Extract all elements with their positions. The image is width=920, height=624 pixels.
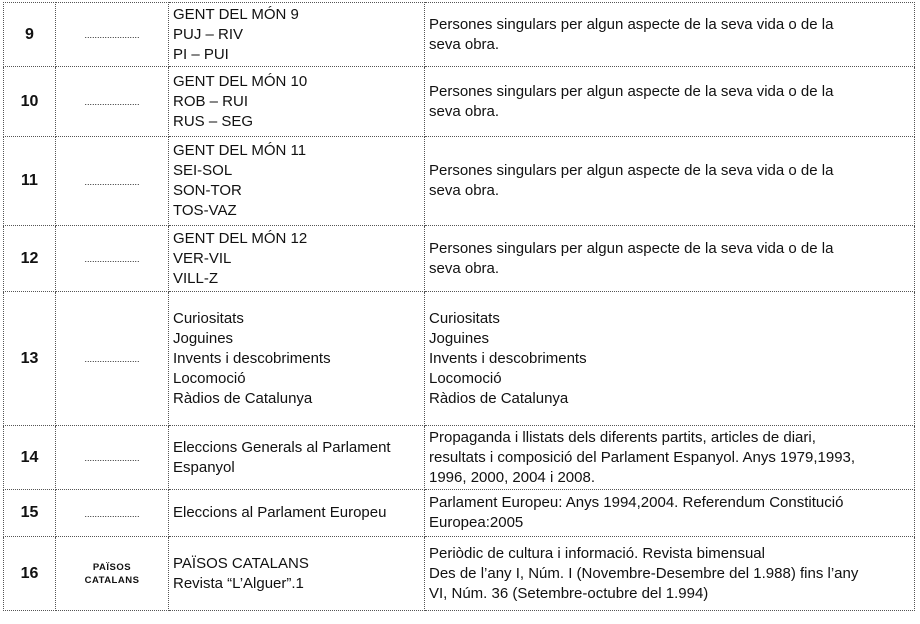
row-description [425,3,915,67]
description-line: VI, Núm. 36 (Setembre-octubre del 1.994) [429,584,709,602]
title-line: Joguines [173,329,234,347]
title-line: Eleccions al Parlament Europeu [173,504,387,521]
row-number: 13 [4,292,56,426]
description-line: Persones singulars per algun aspecte de la seva vida o de la [429,15,834,33]
title-line: PUJ – RIV [173,25,244,43]
catalog-table [3,2,915,611]
row-mark [56,292,169,426]
row-mark [56,67,169,137]
dotted-placeholder: ...................... [84,354,140,364]
row-title [169,226,425,292]
row-mark [56,426,169,490]
dotted-placeholder: ...................... [84,30,140,40]
region-label-line: PAÏSOS [92,561,132,573]
title-line: PAÏSOS CATALANS [173,554,309,572]
row-number: 11 [4,137,56,226]
description-line: Ràdios de Catalunya [429,389,569,407]
dotted-placeholder: ...................... [84,97,140,107]
row-description [425,137,915,226]
title-line: ROB – RUI [173,92,249,110]
table-row [4,226,915,292]
table-row [4,67,915,137]
row-number: 10 [4,67,56,137]
title-line: Locomoció [173,369,246,387]
row-description [425,67,915,137]
description-line: Propaganda i llistats dels diferents partits, articles de diari, [429,428,816,446]
title-line: RUS – SEG [173,112,254,130]
description-line: Periòdic de cultura i informació. Revista bimensual [429,544,765,562]
description-line: Joguines [429,329,490,347]
row-title [169,490,425,537]
region-label-line: CATALANS [84,574,140,586]
title-line: VILL-Z [173,269,219,287]
description-line: Locomoció [429,369,502,387]
row-number: 15 [4,490,56,537]
row-title [169,67,425,137]
description-line: resultats i composició del Parlament Espanyol. Anys 1979,1993, [429,448,856,466]
title-line: VER-VIL [173,249,232,267]
description-line: seva obra. [429,35,500,53]
table-row [4,3,915,67]
row-mark [56,490,169,537]
row-mark [56,3,169,67]
description-line: Curiositats [429,309,500,327]
title-line: Invents i descobriments [173,349,331,367]
table-row [4,137,915,226]
row-title [169,292,425,426]
table-row [4,537,915,611]
title-line: GENT DEL MÓN 11 [173,142,307,159]
row-number: 9 [4,3,56,67]
row-mark [56,537,169,611]
row-number: 12 [4,226,56,292]
dotted-placeholder: ...................... [84,453,140,463]
description-line: Parlament Europeu: Anys 1994,2004. Referendum Constitució [429,494,844,511]
row-title [169,426,425,490]
description-line: Invents i descobriments [429,349,587,367]
title-line: GENT DEL MÓN 12 [173,229,308,247]
description-line: 1996, 2000, 2004 i 2008. [429,468,595,486]
description-line: seva obra. [429,102,500,120]
description-line: Persones singulars per algun aspecte de la seva vida o de la [429,82,834,100]
dotted-placeholder: ...................... [84,176,140,187]
description-line: seva obra. [429,182,500,199]
description-line: Persones singulars per algun aspecte de la seva vida o de la [429,239,834,257]
row-mark [56,226,169,292]
description-line: Des de l’any I, Núm. I (Novembre-Desembre del 1.988) fins l’any [429,564,859,582]
row-number: 14 [4,426,56,490]
dotted-placeholder: ...................... [84,508,140,519]
row-title [169,137,425,226]
title-line: Eleccions Generals al Parlament [173,438,391,456]
row-description [425,226,915,292]
table-row [4,292,915,426]
row-description [425,537,915,611]
row-number: 16 [4,537,56,611]
title-line: TOS-VAZ [173,202,237,219]
dotted-placeholder: ...................... [84,254,140,264]
title-line: Ràdios de Catalunya [173,389,313,407]
description-line: Persones singulars per algun aspecte de la seva vida o de la [429,162,834,179]
table-row [4,426,915,490]
title-line: Espanyol [173,458,235,476]
row-title [169,537,425,611]
table-row [4,490,915,537]
row-title [169,3,425,67]
description-line: Europea:2005 [429,514,524,531]
title-line: GENT DEL MÓN 9 [173,5,299,23]
row-description [425,292,915,426]
title-line: SON-TOR [173,182,242,199]
title-line: SEI-SOL [173,162,233,179]
title-line: Curiositats [173,309,244,327]
title-line: Revista “L’Alguer”.1 [173,574,304,592]
row-description [425,426,915,490]
description-line: seva obra. [429,259,500,277]
title-line: GENT DEL MÓN 10 [173,72,308,90]
title-line: PI – PUI [173,45,229,63]
row-description [425,490,915,537]
row-mark [56,137,169,226]
